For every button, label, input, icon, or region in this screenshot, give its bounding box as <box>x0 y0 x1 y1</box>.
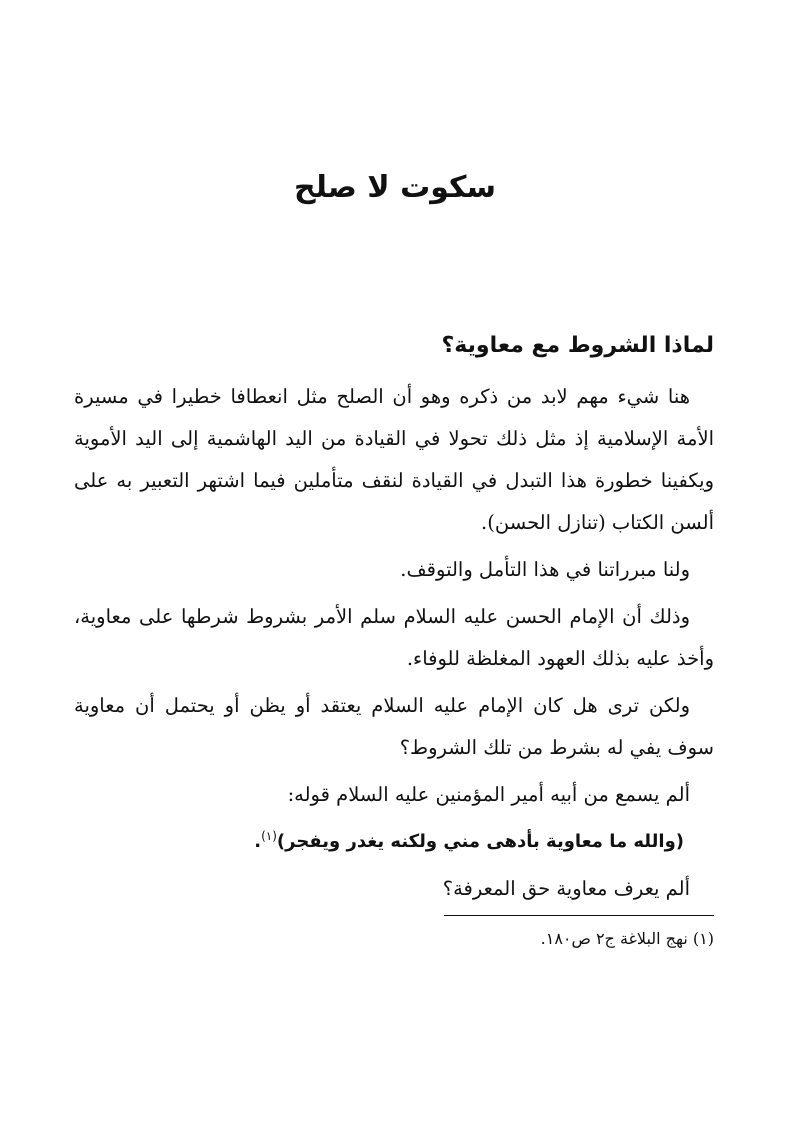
paragraph-3: وذلك أن الإمام الحسن عليه السلام سلم الأمر بشروط شرطها على معاوية، وأخذ عليه بذلك العهود المغلظة للوفاء. <box>74 605 714 670</box>
footnote-marker[interactable]: (١) <box>261 829 277 843</box>
footnote-divider <box>444 915 714 916</box>
paragraph-2: ولنا مبرراتنا في هذا التأمل والتوقف. <box>400 558 690 581</box>
paragraph-4: ولكن ترى هل كان الإمام عليه السلام يعتقد أو يظن أو يحتمل أن معاوية سوف يفي له بشرط من تلك الشروط؟ <box>74 694 714 759</box>
section-heading: لماذا الشروط مع معاوية؟ <box>441 333 714 358</box>
body-text <box>74 376 714 915</box>
footnote: (١) نهج البلاغة ج٢ ص١٨٠. <box>540 929 714 948</box>
quote-text: (والله ما معاوية بأدهى مني ولكنه يغدر ويفجر) <box>276 831 684 852</box>
closing-question: ألم يعرف معاوية حق المعرفة؟ <box>442 877 690 900</box>
paragraph-5: ألم يسمع من أبيه أمير المؤمنين عليه السلام قوله: <box>287 783 690 806</box>
chapter-title: سكوت لا صلح <box>294 170 496 205</box>
quote <box>74 821 714 863</box>
quote-end: . <box>254 831 262 852</box>
paragraph-1: هنا شيء مهم لابد من ذكره وهو أن الصلح مثل انعطافا خطيرا في مسيرة الأمة الإسلامية إذ مثل ذلك تحولا في القيادة من اليد الهاشمية إلى اليد الأموية ويكفينا خطورة هذا التبدل في القيادة لنقف متأملين فيما اشتهر التعبير به على ألسن الكتاب (تنازل الحسن). <box>74 385 714 534</box>
